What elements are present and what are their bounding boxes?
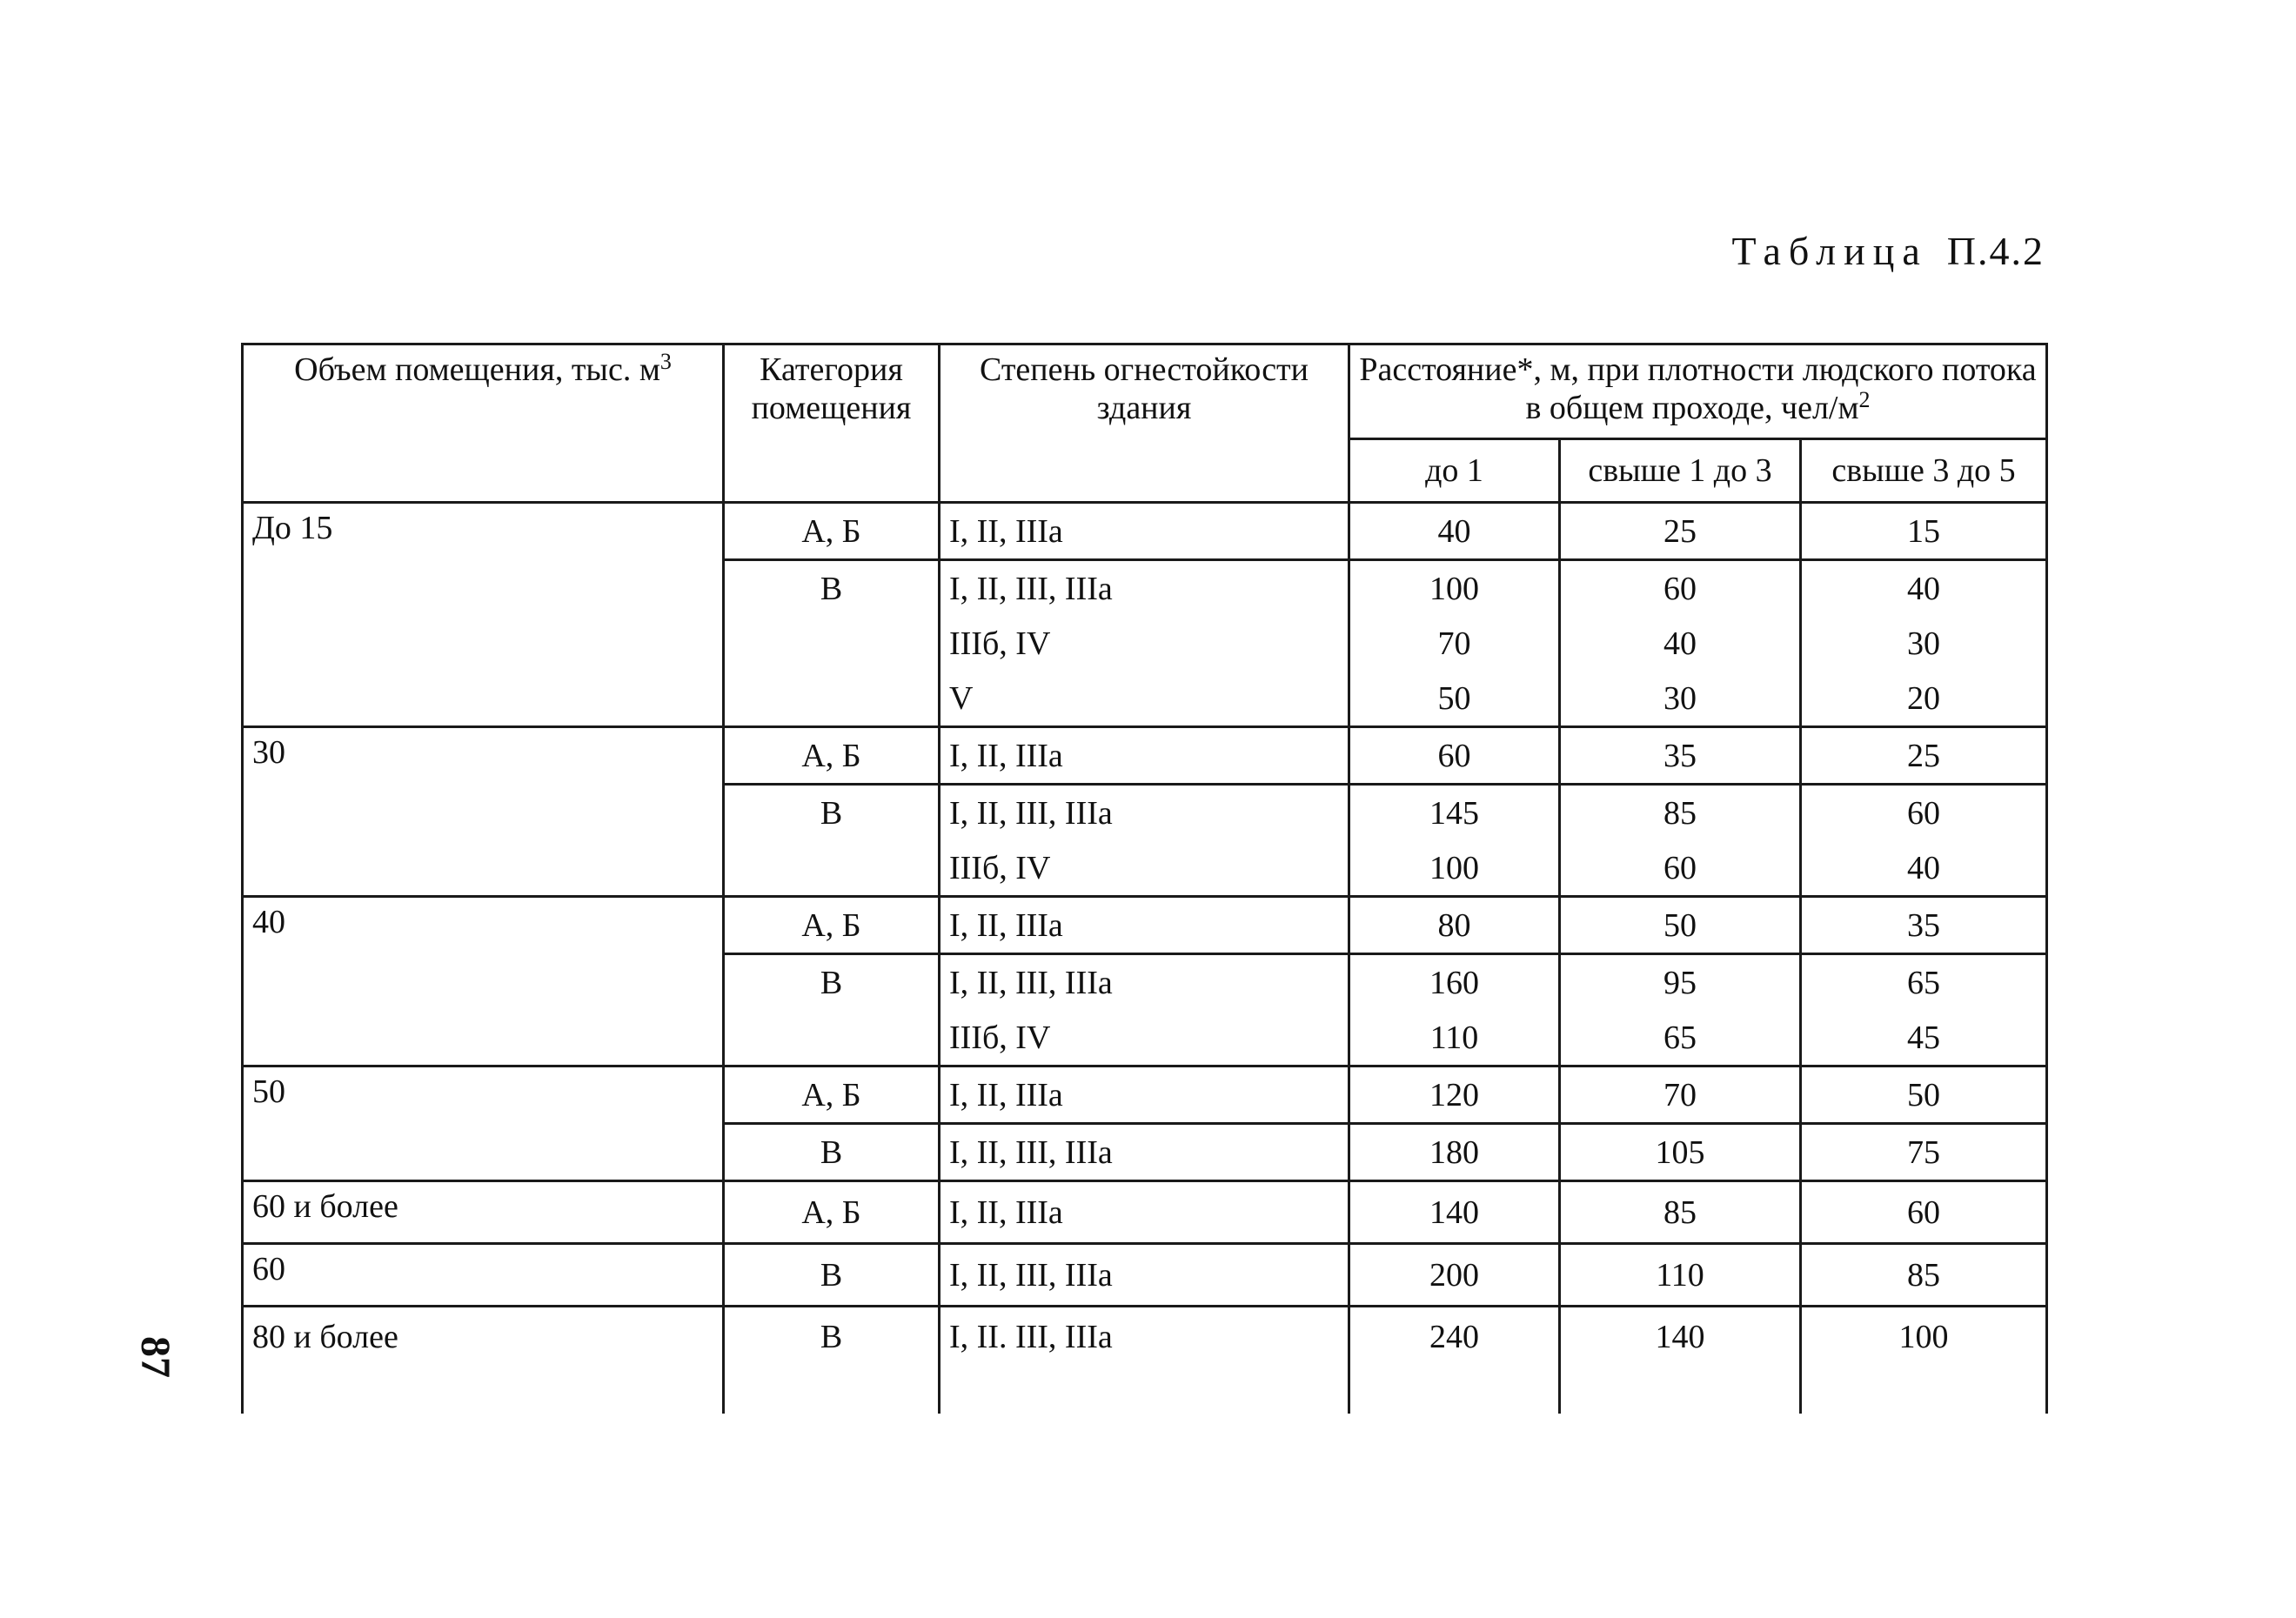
cell-fire-resistance: IIIб, IV [940, 840, 1349, 897]
cell-fire-resistance: IIIб, IV [940, 616, 1349, 671]
page-number: 87 [132, 1336, 178, 1378]
cell-distance-density-2: 50 [1560, 897, 1801, 954]
header-density-3: свыше 3 до 5 [1801, 439, 2047, 503]
cell-fire-resistance: I, II, IIIа [940, 897, 1349, 954]
cell-distance-density-1: 100 [1349, 560, 1560, 617]
distance-table [241, 343, 2048, 1414]
cell-fire-resistance: I, II, IIIа [940, 1181, 1349, 1244]
cell-distance-density-1: 110 [1349, 1010, 1560, 1066]
cell-fire-resistance: I, II, III, IIIа [940, 1244, 1349, 1307]
cell-distance-density-3: 40 [1801, 560, 2047, 617]
cell-distance-density-1: 140 [1349, 1181, 1560, 1244]
header-density-1: до 1 [1349, 439, 1560, 503]
header-volume-text: Объем помещения, тыс. м [294, 351, 660, 388]
table-row [243, 1307, 2047, 1414]
cell-fire-resistance: I, II, III, IIIа [940, 560, 1349, 617]
cell-volume: 80 и более [243, 1307, 724, 1414]
table-row [243, 1181, 2047, 1244]
cell-category [724, 1010, 940, 1066]
cell-distance-density-2: 35 [1560, 727, 1801, 785]
table-body [243, 503, 2047, 1414]
table-row [243, 503, 2047, 560]
header-row-1 [243, 344, 2047, 439]
cell-distance-density-3: 20 [1801, 671, 2047, 727]
cell-distance-density-3: 60 [1801, 1181, 2047, 1244]
cell-distance-density-1: 50 [1349, 671, 1560, 727]
table-row [243, 1244, 2047, 1307]
cell-distance-density-1: 40 [1349, 503, 1560, 560]
cell-distance-density-2: 85 [1560, 785, 1801, 841]
cell-distance-density-1: 100 [1349, 840, 1560, 897]
cell-distance-density-3: 50 [1801, 1066, 2047, 1124]
header-volume [243, 344, 724, 503]
cell-category: А, Б [724, 897, 940, 954]
header-distance-text: Расстояние*, м, при плотности людского потока в общем проходе, чел/м [1359, 351, 2037, 426]
cell-distance-density-2: 30 [1560, 671, 1801, 727]
cell-category: В [724, 1307, 940, 1414]
table-caption [1732, 228, 2045, 274]
cell-distance-density-3: 15 [1801, 503, 2047, 560]
cell-distance-density-2: 70 [1560, 1066, 1801, 1124]
cell-volume: До 15 [243, 503, 724, 727]
cell-distance-density-1: 180 [1349, 1124, 1560, 1181]
header-distance [1349, 344, 2047, 439]
cell-distance-density-1: 60 [1349, 727, 1560, 785]
table-row [243, 1066, 2047, 1124]
cell-category [724, 671, 940, 727]
cell-distance-density-1: 120 [1349, 1066, 1560, 1124]
header-density-2: свыше 1 до 3 [1560, 439, 1801, 503]
cell-distance-density-2: 95 [1560, 954, 1801, 1011]
cell-category: В [724, 1244, 940, 1307]
header-distance-sup: 2 [1858, 387, 1871, 412]
cell-category: А, Б [724, 503, 940, 560]
cell-distance-density-2: 105 [1560, 1124, 1801, 1181]
cell-fire-resistance: I, II, III, IIIа [940, 954, 1349, 1011]
table-row [243, 897, 2047, 954]
cell-category [724, 840, 940, 897]
header-fire-resistance: Степень огнестойкости здания [940, 344, 1349, 503]
cell-fire-resistance: I, II, IIIа [940, 503, 1349, 560]
cell-distance-density-2: 110 [1560, 1244, 1801, 1307]
cell-volume: 50 [243, 1066, 724, 1181]
cell-distance-density-3: 100 [1801, 1307, 2047, 1414]
header-volume-sup: 3 [659, 349, 672, 374]
table-caption-word: Таблица [1731, 229, 1928, 273]
cell-category: А, Б [724, 1066, 940, 1124]
cell-distance-density-2: 40 [1560, 616, 1801, 671]
cell-fire-resistance: I, II. III, IIIа [940, 1307, 1349, 1414]
cell-distance-density-3: 40 [1801, 840, 2047, 897]
cell-category: В [724, 1124, 940, 1181]
cell-category: В [724, 785, 940, 841]
cell-volume: 60 и более [243, 1181, 724, 1244]
cell-distance-density-1: 70 [1349, 616, 1560, 671]
cell-distance-density-1: 240 [1349, 1307, 1560, 1414]
cell-category: В [724, 954, 940, 1011]
cell-distance-density-2: 85 [1560, 1181, 1801, 1244]
cell-distance-density-3: 45 [1801, 1010, 2047, 1066]
table-header [243, 344, 2047, 503]
cell-distance-density-2: 60 [1560, 840, 1801, 897]
cell-distance-density-3: 25 [1801, 727, 2047, 785]
cell-distance-density-3: 85 [1801, 1244, 2047, 1307]
table-row [243, 727, 2047, 785]
cell-fire-resistance: I, II, IIIа [940, 727, 1349, 785]
cell-volume: 30 [243, 727, 724, 897]
cell-category: В [724, 560, 940, 617]
cell-fire-resistance: I, II, IIIа [940, 1066, 1349, 1124]
cell-distance-density-3: 65 [1801, 954, 2047, 1011]
cell-category: А, Б [724, 1181, 940, 1244]
cell-distance-density-2: 60 [1560, 560, 1801, 617]
cell-category [724, 616, 940, 671]
cell-distance-density-2: 65 [1560, 1010, 1801, 1066]
cell-distance-density-3: 60 [1801, 785, 2047, 841]
cell-distance-density-1: 200 [1349, 1244, 1560, 1307]
cell-distance-density-1: 80 [1349, 897, 1560, 954]
cell-distance-density-1: 145 [1349, 785, 1560, 841]
cell-fire-resistance: IIIб, IV [940, 1010, 1349, 1066]
cell-distance-density-1: 160 [1349, 954, 1560, 1011]
cell-distance-density-3: 35 [1801, 897, 2047, 954]
cell-distance-density-3: 30 [1801, 616, 2047, 671]
cell-volume: 60 [243, 1244, 724, 1307]
cell-fire-resistance: V [940, 671, 1349, 727]
cell-distance-density-3: 75 [1801, 1124, 2047, 1181]
cell-distance-density-2: 140 [1560, 1307, 1801, 1414]
cell-volume: 40 [243, 897, 724, 1066]
cell-category: А, Б [724, 727, 940, 785]
cell-distance-density-2: 25 [1560, 503, 1801, 560]
header-category: Категория помещения [724, 344, 940, 503]
table-caption-number: П.4.2 [1946, 229, 2045, 273]
cell-fire-resistance: I, II, III, IIIа [940, 785, 1349, 841]
cell-fire-resistance: I, II, III, IIIа [940, 1124, 1349, 1181]
